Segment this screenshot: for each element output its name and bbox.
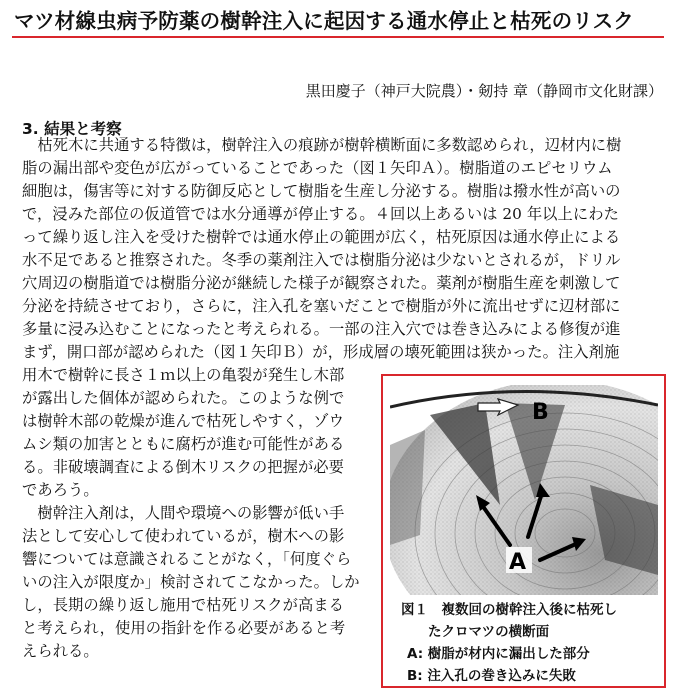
narrow-line-9: 響については意識されることがなく，「何度ぐら xyxy=(22,550,352,568)
narrow-line-8: 法として安心して使われているが，樹木への影 xyxy=(22,527,345,545)
figure-caption-title-cont: たクロマツの横断面 xyxy=(401,624,550,640)
narrow-line-11: し，長期の繰り返し施用で枯死リスクが高まる xyxy=(22,596,344,614)
body-line-8: 分泌を持続させており，さらに，注入孔を塞いだことで樹脂が外に流出せずに辺材部に xyxy=(22,297,621,315)
narrow-line-10: いの注入が限度か」検討されてこなかった。しか xyxy=(22,573,360,591)
body-line-7: 穴周辺の樹脂道では樹脂分泌が継続した様子が観察された。薬剤が樹脂生産を刺激して xyxy=(22,274,621,292)
body-line-2: 脂の漏出部や変色が広がっていることであった（図１矢印Ａ）。樹脂道のエピセリウム xyxy=(22,159,613,177)
figure-caption-a: A: 樹脂が材内に漏出した部分 xyxy=(407,646,590,662)
narrow-line-7: 樹幹注入剤は，人間や環境への影響が低い手 xyxy=(22,504,345,522)
body-line-9: 多量に浸み込むことになったと考えられる。一部の注入穴では巻き込みによる修復が進 xyxy=(22,320,621,338)
narrow-line-5: る。非破壊調査による倒木リスクの把握が必要 xyxy=(22,458,344,476)
paper-title: マツ材線虫病予防薬の樹幹注入に起因する通水停止と枯死のリスク xyxy=(14,9,634,33)
narrow-line-6: であろう。 xyxy=(22,481,99,499)
label-b: B xyxy=(532,400,549,425)
narrow-line-3: は樹幹木部の乾燥が進んで枯死しやすく，ゾウ xyxy=(22,412,344,430)
body-line-6: 水不足であると推察された。冬季の薬剤注入では樹脂分泌は少ないとされるが，ドリル xyxy=(22,251,621,269)
body-line-4: で，浸みた部位の仮道管では水分通導が停止する。４回以上あるいは 20 年以上にわた xyxy=(22,205,619,223)
title-underline xyxy=(12,36,664,38)
cross-section-photo xyxy=(390,385,658,595)
authors: 黒田慶子（神戸大院農）・剱持 章（静岡市文化財課） xyxy=(305,82,663,100)
body-line-5: って繰り返し注入を受けた樹幹では通水停止の範囲が広く，枯死原因は通水停止による xyxy=(22,228,621,246)
body-line-10: まず，開口部が認められた（図１矢印Ｂ）が，形成層の壊死範囲は狭かった。注入剤施 xyxy=(22,343,620,361)
narrow-line-4: ムシ類の加害とともに腐朽が進む可能性がある xyxy=(22,435,345,453)
figure-caption-b: B: 注入孔の巻き込みに失敗 xyxy=(407,668,576,684)
narrow-line-12: と考えられ，使用の指針を作る必要があると考 xyxy=(22,619,346,637)
narrow-line-13: えられる。 xyxy=(22,642,99,660)
narrow-line-2: が露出した個体が認められた。このような例で xyxy=(22,389,345,407)
body-line-1: 枯死木に共通する特徴は，樹幹注入の痕跡が樹幹横断面に多数認められ，辺材内に樹 xyxy=(22,136,622,154)
narrow-line-1: 用木で樹幹に長さ１ｍ以上の亀裂が発生し木部 xyxy=(22,366,345,384)
figure-caption-title: 図１ 複数回の樹幹注入後に枯死し xyxy=(401,602,617,618)
section-heading: 3. 結果と考察 xyxy=(22,120,122,138)
figure-box xyxy=(381,374,666,688)
label-a: A xyxy=(509,550,527,575)
body-line-3: 細胞は，傷害等に対する防御反応として樹脂を生産し分泌する。樹脂は撥水性が高いの xyxy=(22,182,621,200)
